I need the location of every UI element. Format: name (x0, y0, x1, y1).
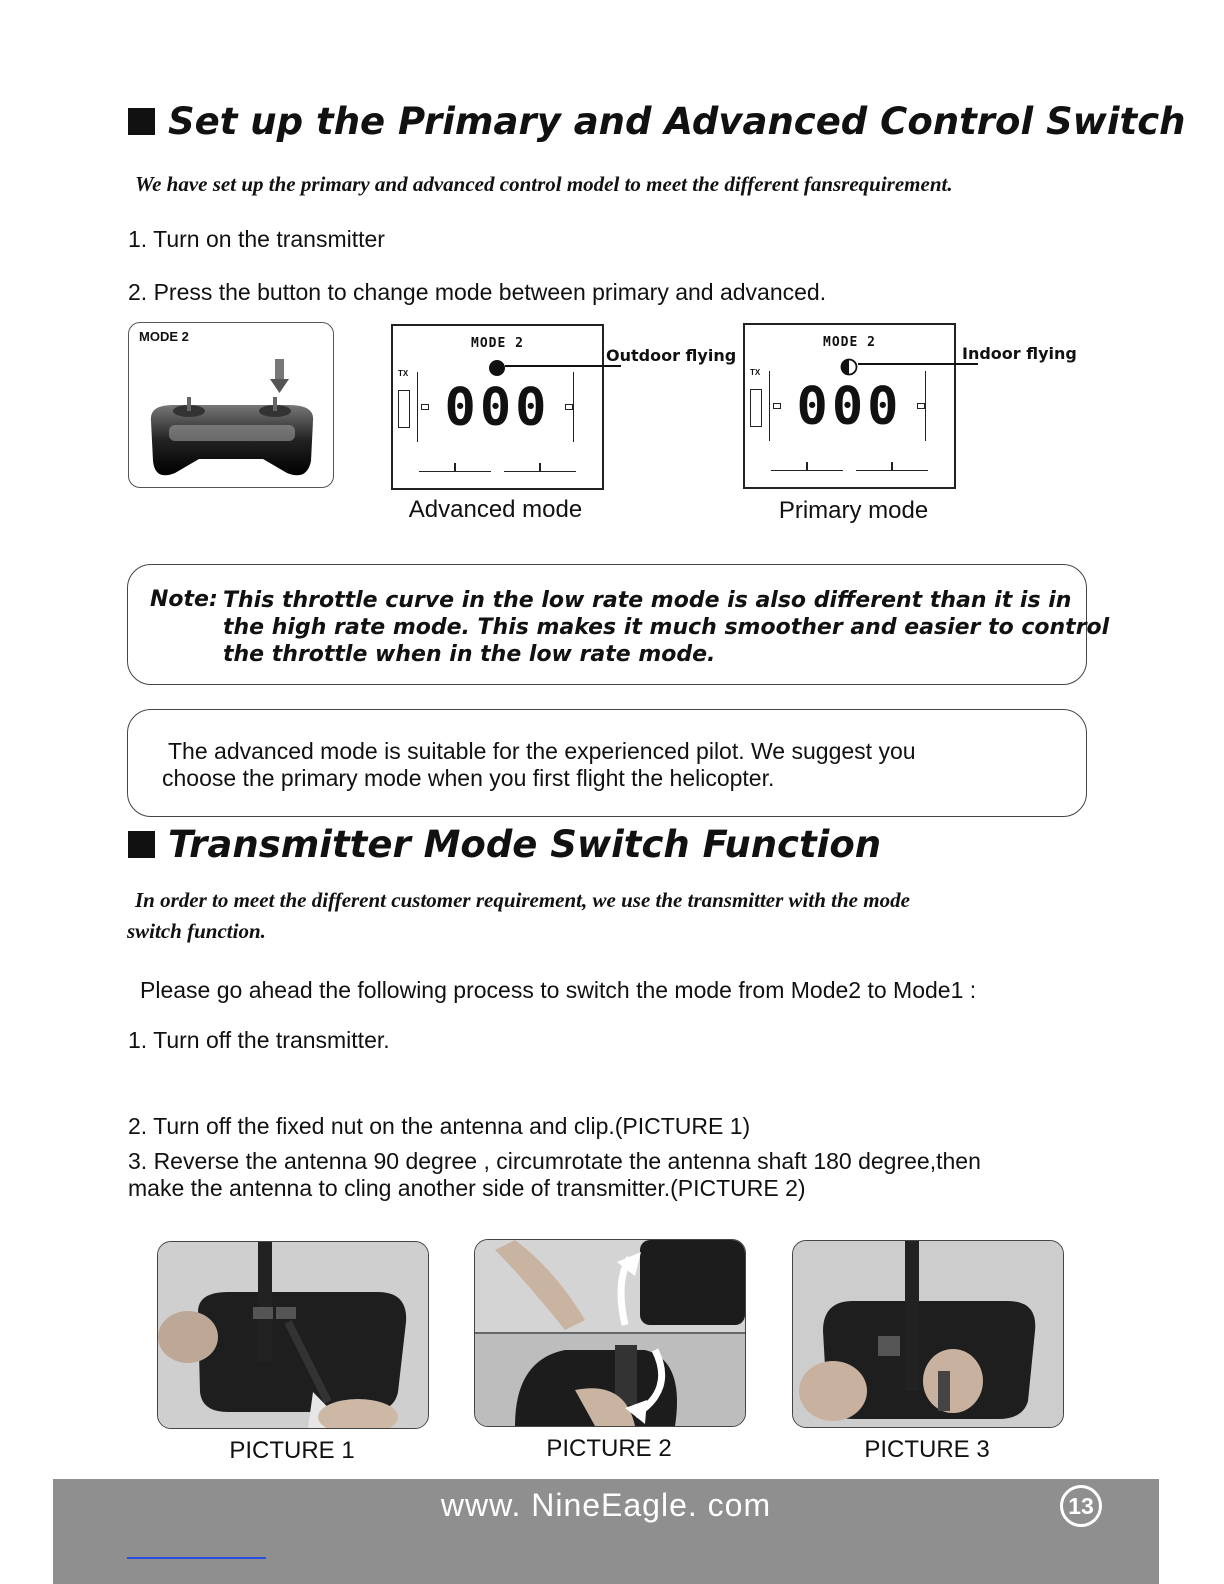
caption-advanced-mode: Advanced mode (408, 496, 583, 523)
section-title-mode-switch: Transmitter Mode Switch Function (128, 823, 881, 866)
note-text: This throttle curve in the low rate mode is also different than it is in the high rate mode. This makes it much smoother and easier to control the throttle when in the low rate mode. (223, 588, 1110, 667)
section1-intro: We have set up the primary and advanced control model to meet the different fansrequirement. (135, 172, 953, 196)
tip-line2: choose the primary mode when you first flight the helicopter. (162, 765, 775, 791)
picture-3-caption: PICTURE 3 (864, 1436, 990, 1463)
section2-intro-line1: In order to meet the different customer requirement, we use the transmitter with the mode (135, 888, 910, 912)
picture-3-photo (792, 1240, 1064, 1428)
lcd-mode-text: MODE 2 (823, 335, 876, 350)
lcd-tx-label: TX (398, 369, 409, 378)
transmitter-back-screwdriver-illustration (158, 1242, 428, 1428)
callout-indoor-flying: Indoor flying (962, 344, 1077, 363)
tip-line1: The advanced mode is suitable for the experienced pilot. We suggest you (168, 738, 916, 764)
footer-bar (53, 1479, 1159, 1584)
section1-step1: 1. Turn on the transmitter (128, 226, 385, 252)
half-circle-icon (840, 358, 858, 376)
section1-step2: 2. Press the button to change mode between primary and advanced. (128, 279, 827, 305)
note-label: Note: (150, 587, 218, 612)
page-number: 13 (1060, 1485, 1102, 1527)
lcd-mode-text: MODE 2 (471, 336, 524, 351)
callout-line-indoor (858, 363, 978, 365)
picture-1-caption: PICTURE 1 (229, 1437, 355, 1464)
square-bullet-icon (128, 108, 155, 135)
caption-primary-mode: Primary mode (778, 497, 929, 524)
section2-step3-line1: 3. Reverse the antenna 90 degree , circumrotate the antenna shaft 180 degree,then (128, 1148, 981, 1174)
transmitter-thumbnail (128, 322, 334, 488)
note-box (127, 564, 1110, 685)
transmitter-illustration (129, 323, 333, 487)
lcd-digits: 000 (796, 377, 903, 437)
lcd-advanced-mode (391, 324, 604, 490)
picture-1-photo (157, 1241, 429, 1429)
footer-url: www. NineEagle. com (440, 1487, 772, 1523)
section2-step1: 1. Turn off the transmitter. (128, 1027, 390, 1053)
lcd-primary-mode (743, 323, 956, 489)
link-underline[interactable] (127, 1557, 266, 1559)
transmitter-antenna-clip-illustration (793, 1241, 1063, 1427)
antenna-rotation-illustration (475, 1240, 745, 1426)
section2-intro-line2: switch function. (127, 919, 266, 943)
lcd-tx-label: TX (750, 368, 761, 377)
picture-2-caption: PICTURE 2 (546, 1435, 672, 1462)
lcd-digits: 000 (444, 378, 551, 438)
filled-circle-icon (489, 360, 505, 376)
callout-outdoor-flying: Outdoor flying (606, 346, 737, 365)
picture-2-photo (474, 1239, 746, 1427)
tip-box (127, 709, 1087, 817)
square-bullet-icon (128, 831, 155, 858)
section2-step2: 2. Turn off the fixed nut on the antenna and clip.(PICTURE 1) (128, 1113, 751, 1139)
thumb-mode-label: MODE 2 (139, 329, 189, 344)
section2-process: Please go ahead the following process to switch the mode from Mode2 to Mode1 : (140, 977, 977, 1003)
section2-step3-line2: make the antenna to cling another side of transmitter.(PICTURE 2) (128, 1175, 806, 1201)
down-arrow-icon (270, 359, 289, 393)
callout-line-outdoor (505, 365, 621, 367)
section-title-primary-advanced: Set up the Primary and Advanced Control Switch (128, 100, 1185, 143)
